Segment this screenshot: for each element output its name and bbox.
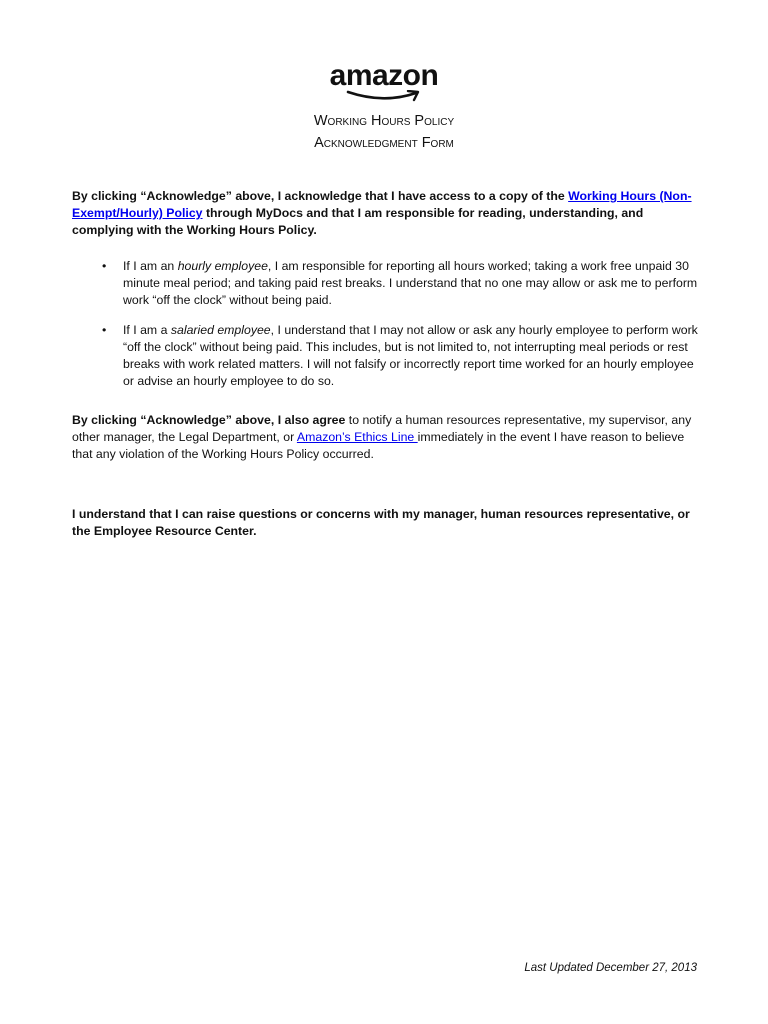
agreement-paragraph <box>72 412 698 463</box>
ethics-line-link[interactable]: Amazon’s Ethics Line <box>296 430 418 444</box>
bullet-icon: • <box>102 323 107 337</box>
document-title <box>0 110 768 154</box>
working-hours-policy-link[interactable]: Working Hours (Non-Exempt/Hourly) Policy <box>72 189 692 220</box>
bullet-emphasis: salaried employee <box>170 323 271 337</box>
amazon-logo <box>0 60 768 104</box>
agreement-lead: By clicking “Acknowledge” above, I also agree <box>72 413 346 427</box>
title-line-1: Working Hours Policy <box>313 113 455 129</box>
acknowledge-paragraph <box>72 188 698 239</box>
bullet-icon: • <box>102 259 107 273</box>
responsibility-list <box>72 258 698 403</box>
agreement-mid: to notify a human resources representative, my supervisor, any other manager, the Legal Department, or <box>72 413 692 444</box>
questions-paragraph: I understand that I can raise questions or concerns with my manager, human resources representative, or the Employee Resource Center. <box>72 507 690 538</box>
bullet-post: , I understand that I may not allow or ask any hourly employee to perform work “off the clock” without being paid. This includes, but is not limited to, not interrupting meal periods or rest breaks with work related matters. I will not falsify or incorrectly report time worked for an hourly employee or advise an hourly employee to do so. <box>123 323 698 388</box>
bullet-pre: If I am an <box>123 259 178 273</box>
title-line-2: Acknowledgment Form <box>314 135 454 151</box>
last-updated-note: Last Updated December 27, 2013 <box>524 962 697 974</box>
list-item <box>72 322 698 390</box>
bullet-post: , I am responsible for reporting all hours worked; taking a work free unpaid 30 minute meal period; and taking paid rest breaks. I understand that no one may allow or ask me to perform work “off the clock” without being paid. <box>123 259 698 307</box>
list-item <box>72 258 698 309</box>
acknowledge-tail: through MyDocs and that I am responsible for reading, understanding, and complying with the Working Hours Policy. <box>72 206 644 237</box>
acknowledge-lead: By clicking “Acknowledge” above, I acknowledge that I have access to a copy of the <box>72 189 569 203</box>
bullet-pre: If I am a <box>123 323 171 337</box>
logo-wordmark: amazon <box>329 59 439 92</box>
bullet-emphasis: hourly employee <box>177 259 268 273</box>
agreement-tail: immediately in the event I have reason to believe that any violation of the Working Hours Policy occurred. <box>72 430 685 461</box>
